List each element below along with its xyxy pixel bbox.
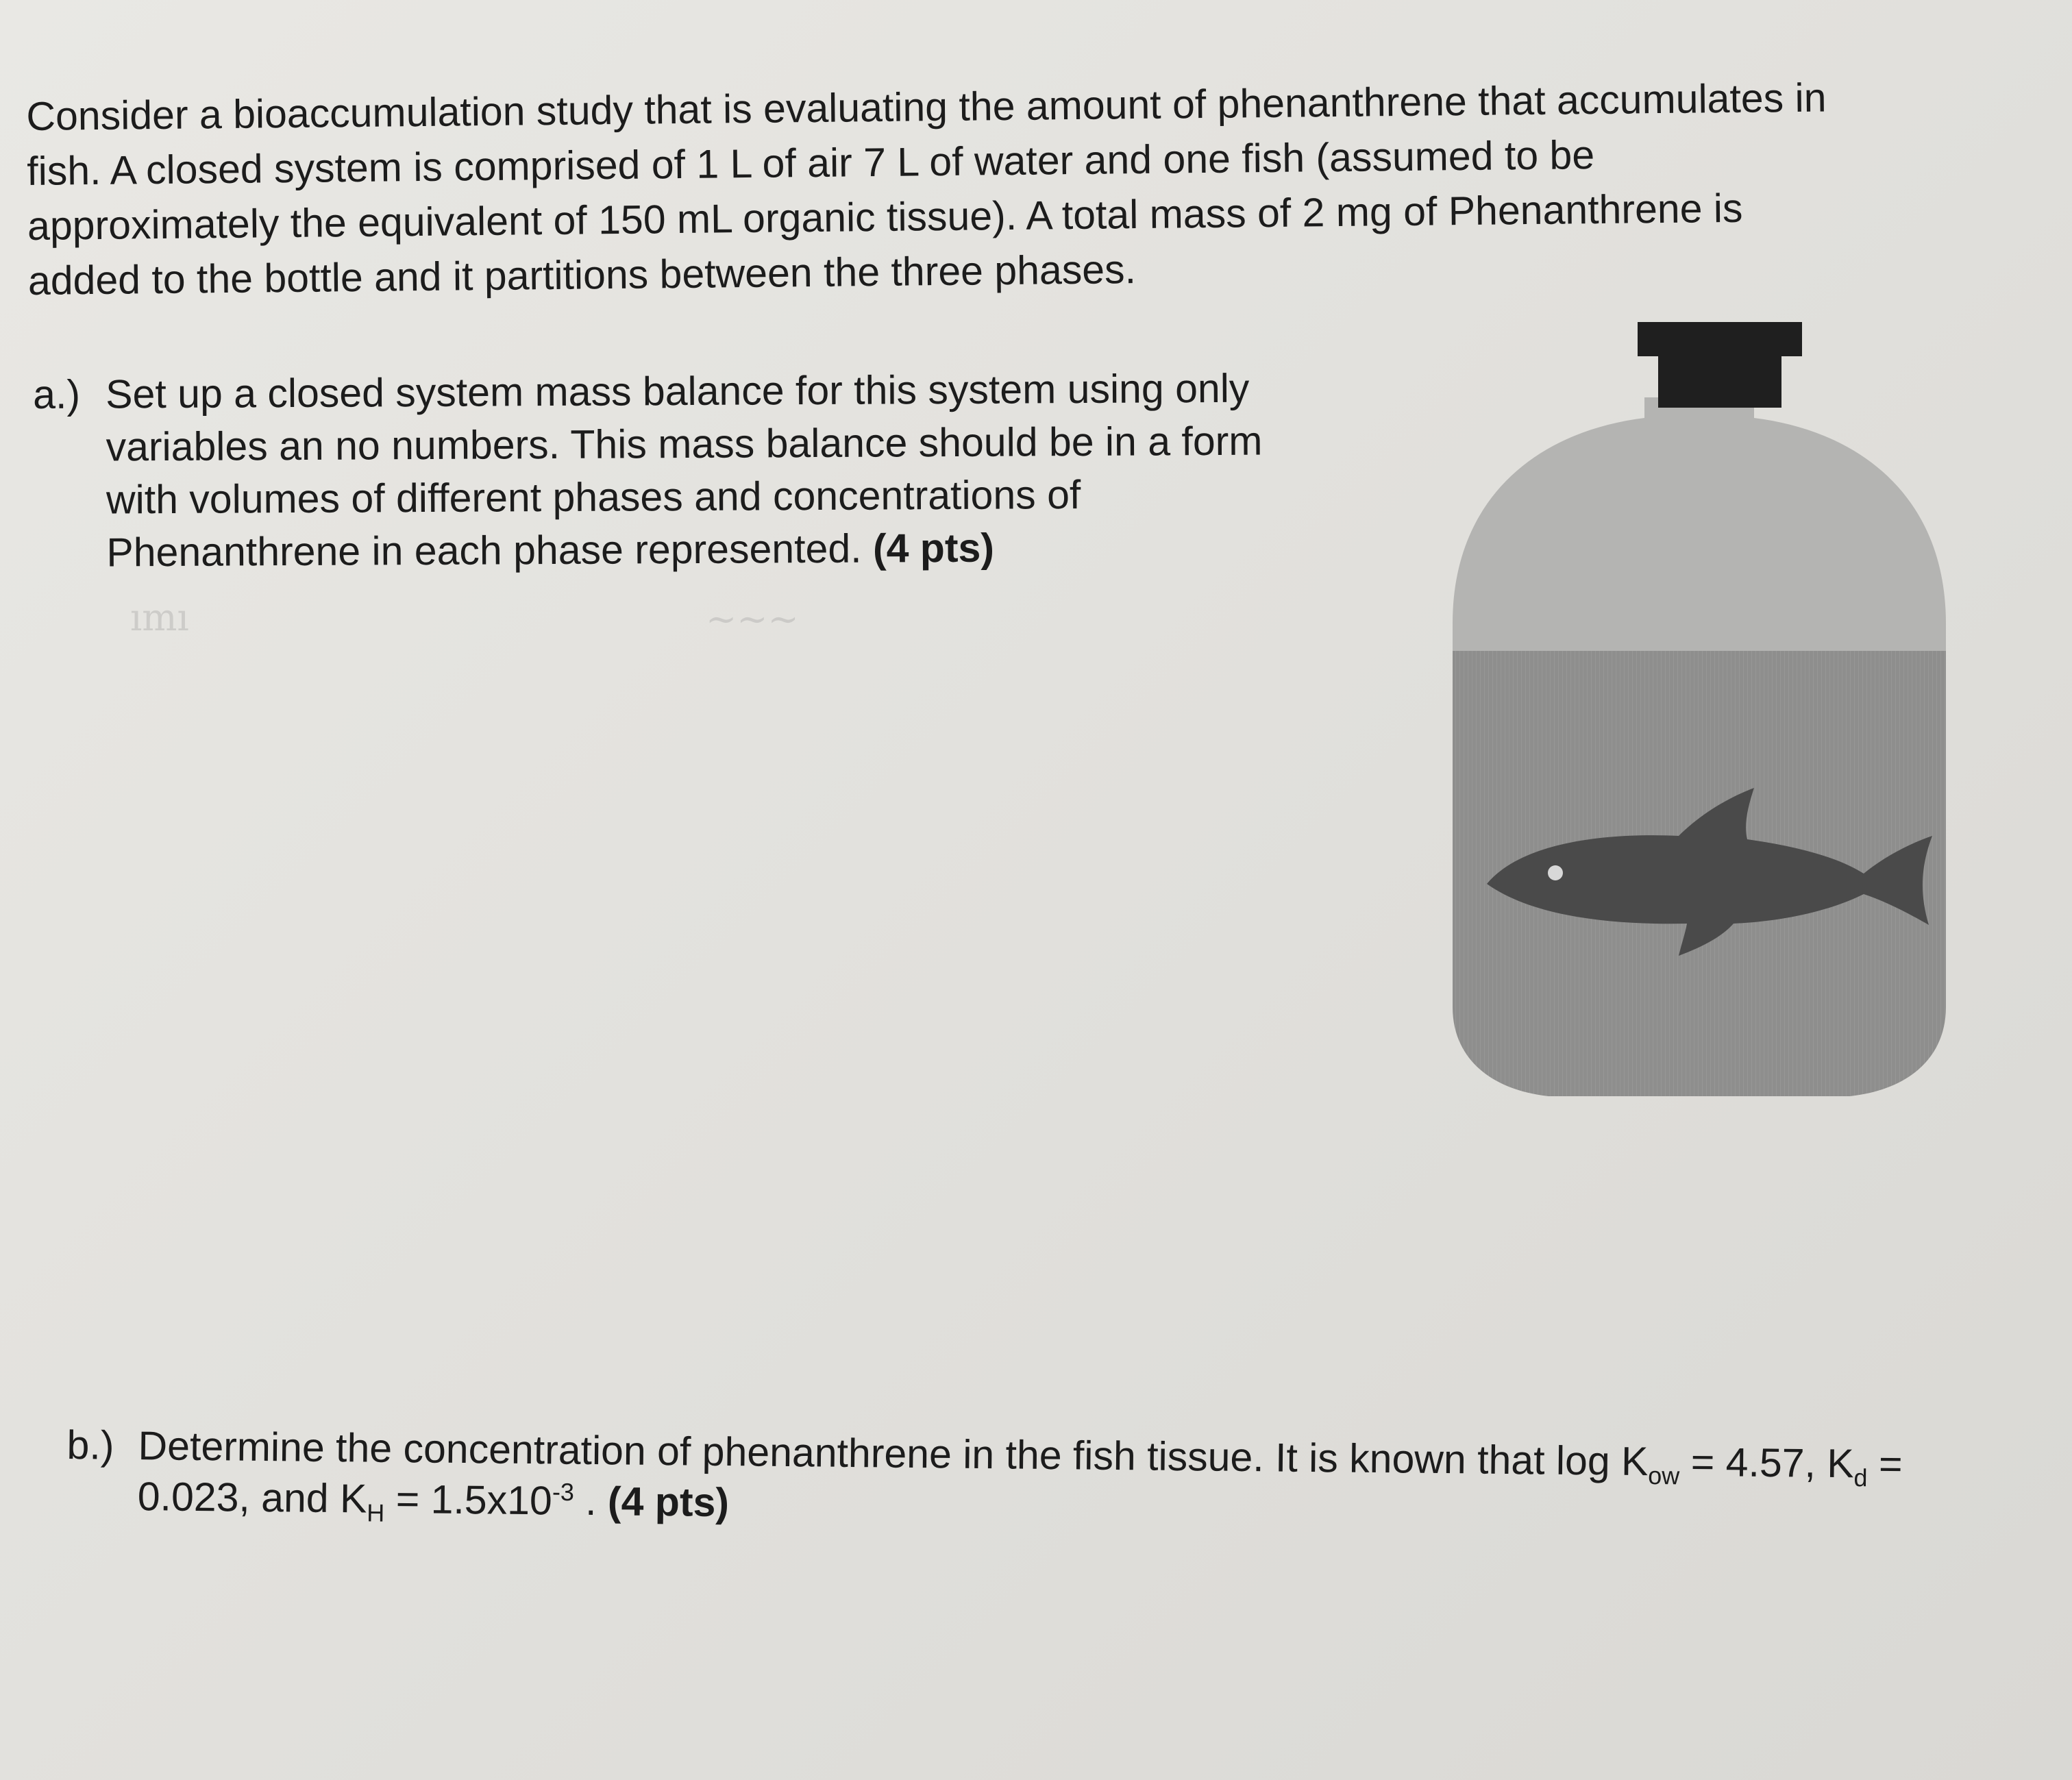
question-part-b (66, 1420, 2019, 1542)
kh-subscript: H (367, 1498, 385, 1527)
intro-line: approximately the equivalent of 150 mL organic tissue). A total mass of 2 mg of Phenanthrene is (27, 185, 1743, 249)
part-b-points: (4 pts) (607, 1479, 730, 1526)
problem-intro (26, 68, 2049, 308)
part-b-text: 0.023, and K (137, 1474, 367, 1522)
bottle-cap (1638, 322, 1802, 356)
part-a-last-text: Phenanthrene in each phase represented. (106, 526, 862, 576)
bottle-figure (1439, 315, 1987, 1137)
part-a-line: Set up a closed system mass balance for this system using only (106, 365, 1250, 417)
kow-subscript: ow (1648, 1461, 1680, 1490)
part-a-line-last (106, 520, 1404, 580)
bleed-through-mark: ∼∼∼ (706, 597, 799, 641)
part-b-text: . (574, 1478, 608, 1524)
question-part-a (33, 362, 1405, 580)
part-b-text: = 1.5x10 (384, 1476, 553, 1524)
part-b-text: Determine the concentration of phenanthrene in the fish tissue. It is known that log K (138, 1423, 1649, 1485)
intro-line: added to the bottle and it partitions between the three phases. (27, 247, 1137, 304)
bottle-cap-neck (1658, 353, 1781, 408)
kd-subscript: d (1853, 1463, 1868, 1492)
part-a-line: with volumes of different phases and concentrations of (106, 471, 1081, 523)
air-phase (1439, 384, 1987, 658)
intro-line: Consider a bioaccumulation study that is evaluating the amount of phenanthrene that accumulates in (26, 75, 1827, 139)
intro-line: fish. A closed system is comprised of 1 L of air 7 L of water and one fish (assumed to be (26, 132, 1595, 194)
part-a-line: variables an no numbers. This mass balance should be in a form (106, 418, 1263, 470)
part-b-text: = (1867, 1441, 1903, 1487)
part-b-label: b.) (66, 1422, 114, 1468)
part-a-points: (4 pts) (872, 525, 995, 571)
kh-exponent: -3 (552, 1477, 575, 1507)
part-a-label: a.) (33, 371, 81, 417)
part-b-text: = 4.57, K (1679, 1439, 1855, 1487)
bleed-through-mark: ımı (130, 596, 189, 639)
fish-eye (1548, 865, 1563, 880)
